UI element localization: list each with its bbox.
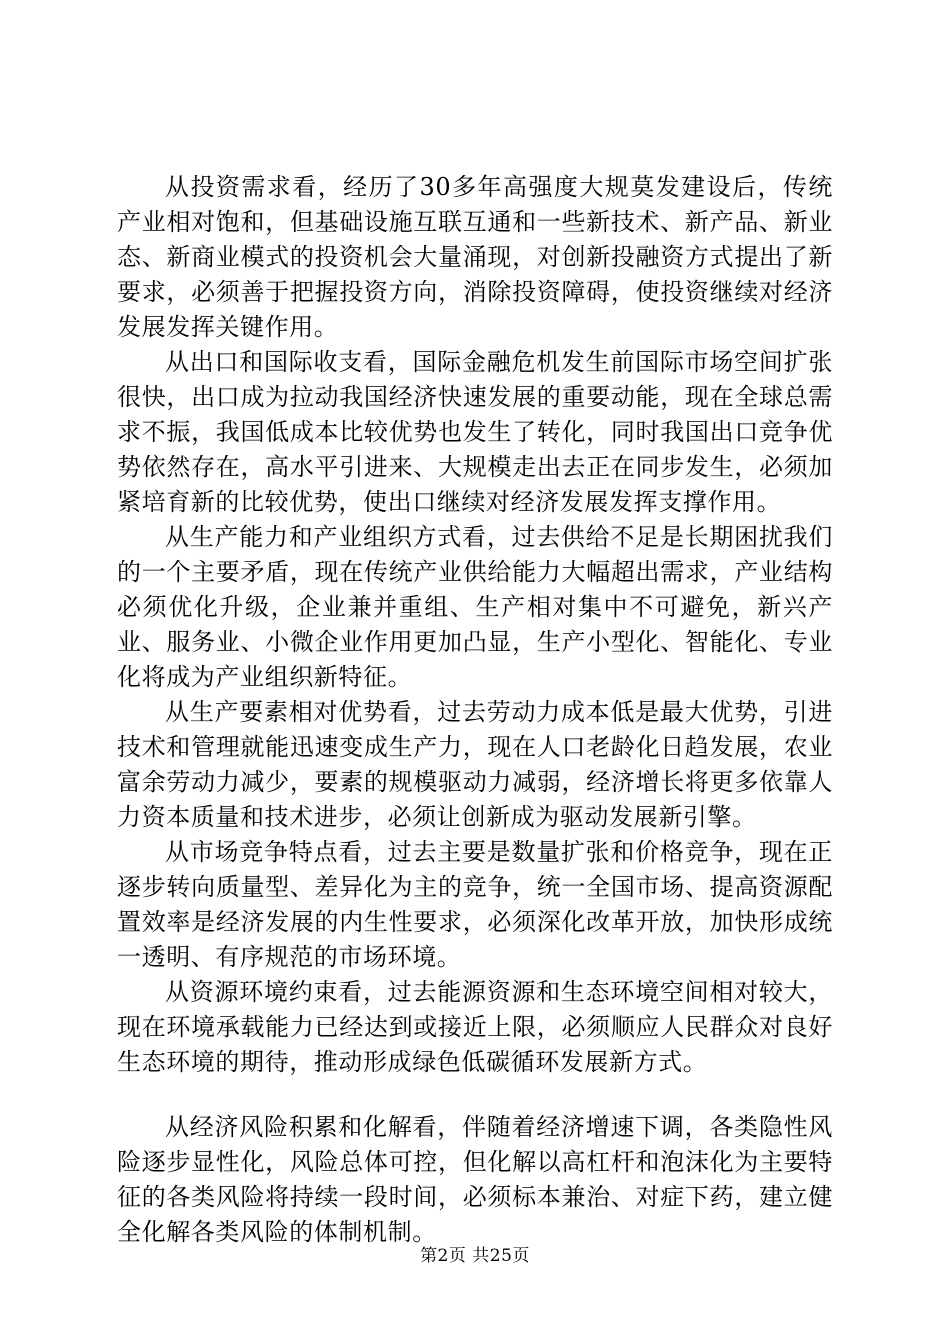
paragraph-economic-risk: 从经济风险积累和化解看，伴随着经济增速下调，各类隐性风险逐步显性化，风险总体可控，但化解以高杠杆和泡沫化为主要特征的各类风险将持续一段时间，必须标本兼治、对症下药，建立健全化解各类风险的体制机制。	[117, 1113, 833, 1246]
paragraph-investment-demand: 从投资需求看，经历了30多年高强度大规莫发建设后，传统产业相对饱和，但基础设施互联互通和一些新技术、新产品、新业态、新商业模式的投资机会大量涌现，对创新投融资方式提出了新要求，必须善于把握投资方向，消除投资障碍，使投资继续对经济发展发挥关键作用。	[117, 173, 833, 341]
paragraph-exports: 从出口和国际收支看，国际金融危机发生前国际市场空间扩张很快，出口成为拉动我国经济快速发展的重要动能，现在全球总需求不振，我国低成本比较优势也发生了转化，同时我国出口竞争优势依然存在，高水平引进来、大规模走出去正在同步发生，必须加紧培育新的比较优势，使出口继续对经济发展发挥支撑作用。	[117, 348, 833, 516]
paragraph-market-competition: 从市场竞争特点看，过去主要是数量扩张和价格竞争，现在正逐步转向质量型、差异化为主的竞争，统一全国市场、提高资源配置效率是经济发展的内生性要求，必须深化改革开放，加快形成统一透明、有序规范的市场环境。	[117, 838, 833, 971]
paragraph-production-factors: 从生产要素相对优势看，过去劳动力成本低是最大优势，引进技术和管理就能迅速变成生产力，现在人口老龄化日趋发展，农业富余劳动力减少，要素的规模驱动力减弱，经济增长将更多依靠人力资本质量和技术进步，必须让创新成为驱动发展新引擎。	[117, 698, 833, 831]
paragraph-production-capacity: 从生产能力和产业组织方式看，过去供给不足是长期困扰我们的一个主要矛盾，现在传统产业供给能力大幅超出需求，产业结构必须优化升级，企业兼并重组、生产相对集中不可避免，新兴产业、服务业、小微企业作用更加凸显，生产小型化、智能化、专业化将成为产业组织新特征。	[117, 523, 833, 691]
paragraph-resource-environment: 从资源环境约束看，过去能源资源和生态环境空间相对较大，现在环境承载能力已经达到或接近上限，必须顺应人民群众对良好生态环境的期待，推动形成绿色低碳循环发展新方式。	[117, 978, 833, 1076]
page-footer: 第2页 共25页	[420, 1246, 530, 1266]
paragraph-gap	[117, 1080, 833, 1110]
body-text	[117, 170, 833, 1250]
